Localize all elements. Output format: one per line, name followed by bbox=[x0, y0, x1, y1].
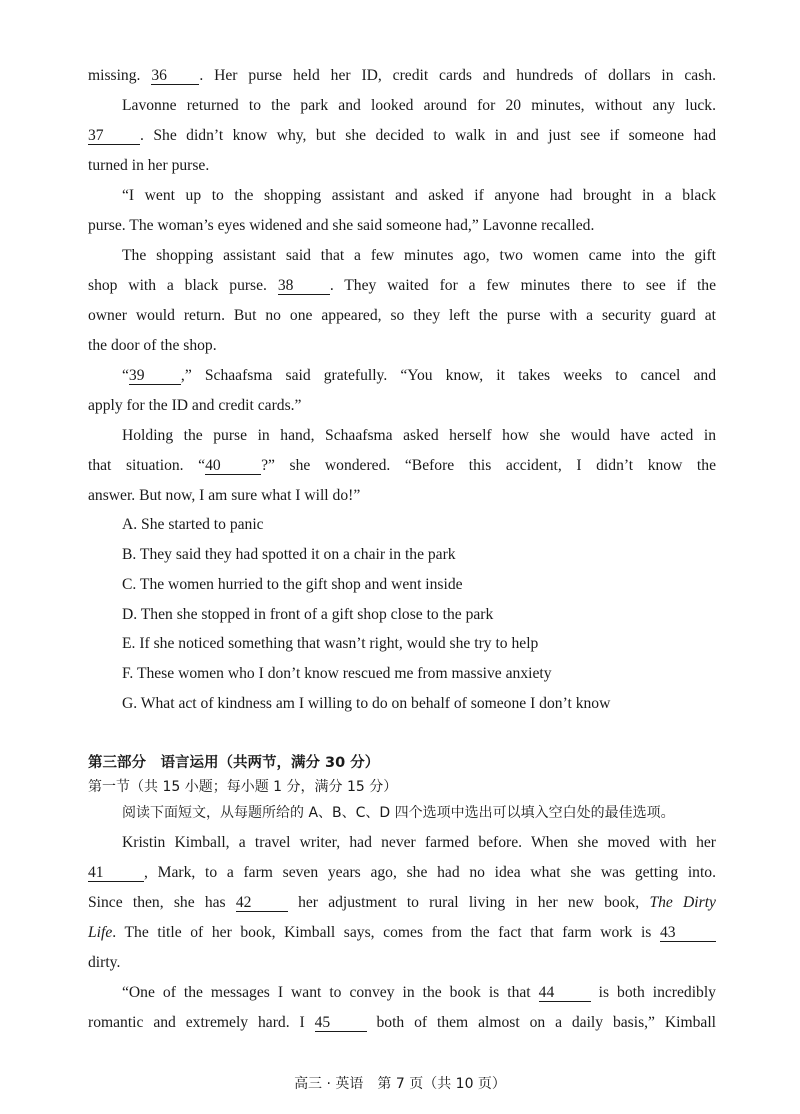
blank-42[interactable]: 42 bbox=[236, 894, 288, 912]
book-title: Life bbox=[88, 924, 113, 941]
text: , Mark, to a farm seven years ago, she had no idea what she was getting into. bbox=[144, 864, 716, 881]
option-c: C. The women hurried to the gift shop and went inside bbox=[122, 576, 463, 593]
passage-line bbox=[122, 96, 716, 116]
passage-line bbox=[122, 366, 716, 386]
text: shop with a black purse. bbox=[88, 277, 267, 294]
passage-line bbox=[88, 336, 716, 356]
option-g: G. What act of kindness am I willing to do on behalf of someone I don’t know bbox=[122, 695, 611, 712]
passage-line bbox=[88, 486, 716, 506]
passage-line bbox=[88, 276, 716, 296]
text: her adjustment to rural living in her new book, bbox=[298, 894, 640, 911]
part-title: 第三部分 语言运用（共两节，满分 30 分） bbox=[88, 755, 380, 771]
text: turned in her purse. bbox=[88, 157, 210, 174]
passage-line bbox=[88, 456, 716, 476]
blank-36[interactable]: 36 bbox=[151, 67, 199, 85]
text: missing. bbox=[88, 67, 141, 84]
text: . The title of her book, Kimball says, comes from the fact that farm work is bbox=[112, 924, 652, 941]
blank-39[interactable]: 39 bbox=[129, 367, 181, 385]
text: Since then, she has bbox=[88, 894, 226, 911]
passage-line bbox=[88, 156, 716, 176]
text: “I went up to the shopping assistant and asked if anyone had brought in a black bbox=[122, 187, 716, 204]
option-b: B. They said they had spotted it on a chair in the park bbox=[122, 546, 456, 563]
option-d: D. Then she stopped in front of a gift shop close to the park bbox=[122, 606, 494, 623]
text: dirty. bbox=[88, 954, 121, 971]
option-e: E. If she noticed something that wasn’t right, would she try to help bbox=[122, 635, 539, 652]
option-f: F. These women who I don’t know rescued me from massive anxiety bbox=[122, 665, 552, 682]
instruction: 阅读下面短文，从每题所给的 A、B、C、D 四个选项中选出可以填入空白处的最佳选项。 bbox=[122, 805, 675, 821]
passage-line bbox=[88, 863, 716, 883]
passage-line bbox=[88, 66, 716, 86]
passage-line bbox=[88, 953, 716, 973]
passage-line bbox=[88, 893, 716, 913]
blank-38[interactable]: 38 bbox=[278, 277, 330, 295]
passage-line bbox=[122, 833, 716, 853]
blank-40[interactable]: 40 bbox=[205, 457, 261, 475]
section-title: 第一节（共 15 小题；每小题 1 分，满分 15 分） bbox=[88, 779, 398, 795]
text: owner would return. But no one appeared, so they left the purse with a security guard at bbox=[88, 307, 716, 324]
blank-37[interactable]: 37 bbox=[88, 127, 140, 145]
text: the door of the shop. bbox=[88, 337, 217, 354]
text: ?” she wondered. “Before this accident, I didn’t know the bbox=[261, 457, 716, 474]
passage-line bbox=[122, 246, 716, 266]
text: “One of the messages I want to convey in the book is that bbox=[122, 984, 531, 1001]
text: . Her purse held her ID, credit cards and hundreds of dollars in cash. bbox=[199, 67, 716, 84]
text: Kristin Kimball, a travel writer, had never farmed before. When she moved with her bbox=[122, 834, 716, 851]
blank-41[interactable]: 41 bbox=[88, 864, 144, 882]
text: Holding the purse in hand, Schaafsma asked herself how she would have acted in bbox=[122, 427, 716, 444]
passage-line bbox=[88, 1013, 716, 1033]
passage-line bbox=[122, 426, 716, 446]
blank-44[interactable]: 44 bbox=[539, 984, 591, 1002]
page-footer: 高三 · 英语 第 7 页（共 10 页） bbox=[294, 1076, 506, 1092]
passage-line bbox=[88, 396, 716, 416]
text: Lavonne returned to the park and looked around for 20 minutes, without any luck. bbox=[122, 97, 716, 114]
text: both of them almost on a daily basis,” Kimball bbox=[376, 1014, 716, 1031]
passage-line bbox=[122, 983, 716, 1003]
passage-line bbox=[88, 923, 716, 943]
text: . They waited for a few minutes there to see if the bbox=[329, 277, 717, 294]
blank-45[interactable]: 45 bbox=[315, 1014, 367, 1032]
text: answer. But now, I am sure what I will do!” bbox=[88, 487, 361, 504]
text: apply for the ID and credit cards.” bbox=[88, 397, 302, 414]
text: that situation. “ bbox=[88, 457, 206, 474]
book-title: The Dirty bbox=[649, 894, 716, 911]
text: The shopping assistant said that a few minutes ago, two women came into the gift bbox=[122, 247, 716, 264]
text: . She didn’t know why, but she decided to walk in and just see if someone had bbox=[140, 127, 716, 144]
text: ,” Schaafsma said gratefully. “You know, it takes weeks to cancel and bbox=[180, 367, 716, 384]
text: is both incredibly bbox=[598, 984, 716, 1001]
text: “ bbox=[122, 367, 129, 384]
passage-line bbox=[122, 186, 716, 206]
text: purse. The woman’s eyes widened and she said someone had,” Lavonne recalled. bbox=[88, 217, 595, 234]
option-a: A. She started to panic bbox=[122, 516, 264, 533]
passage-line bbox=[88, 216, 716, 236]
passage-line bbox=[88, 306, 716, 326]
blank-43[interactable]: 43 bbox=[660, 924, 716, 942]
text: romantic and extremely hard. I bbox=[88, 1014, 305, 1031]
passage-line bbox=[88, 126, 716, 146]
